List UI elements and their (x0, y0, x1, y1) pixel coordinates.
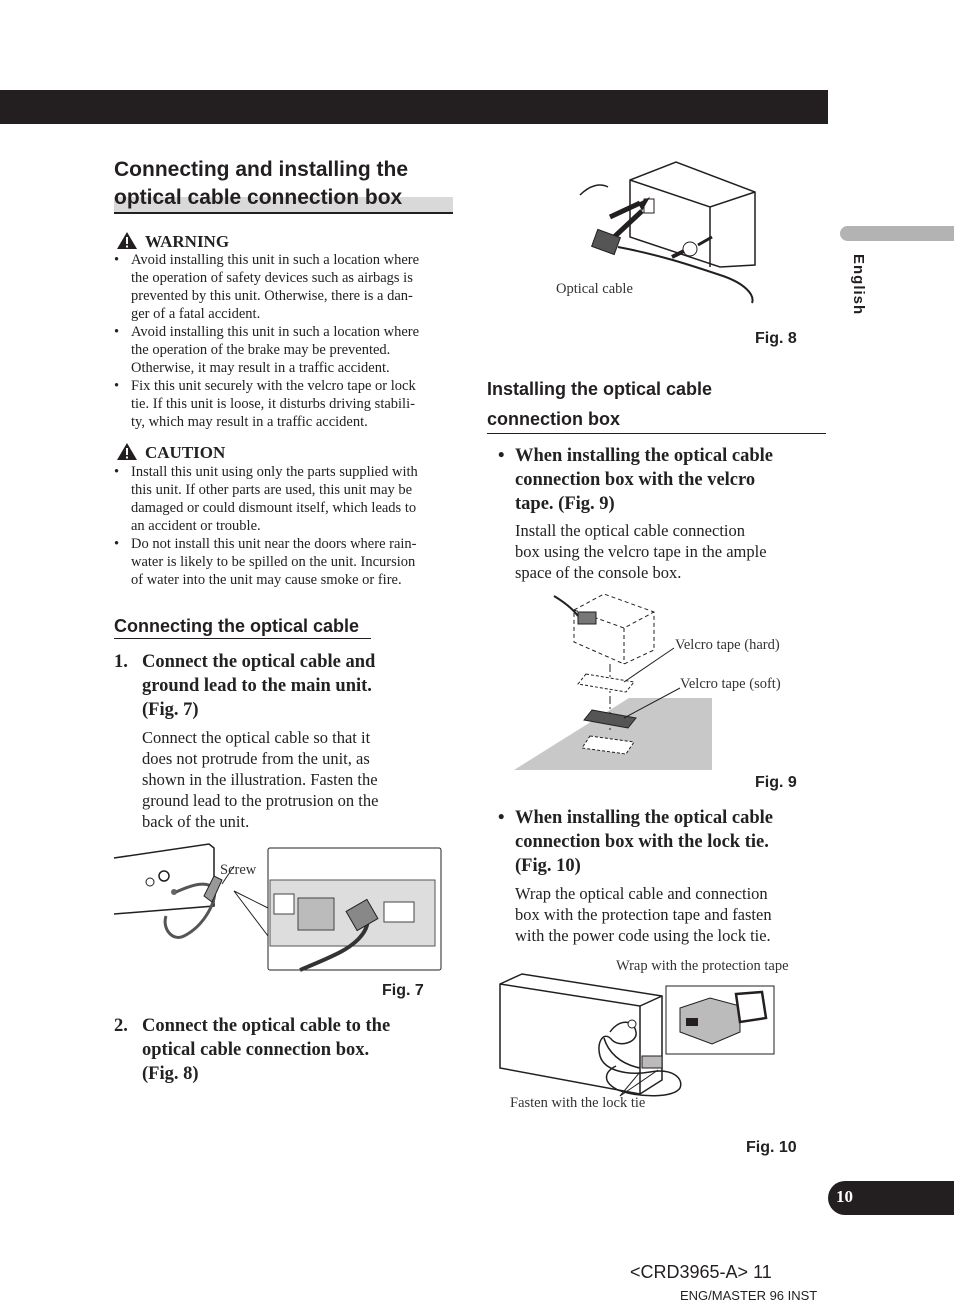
warning-line: the operation of the brake may be prevented. (131, 342, 391, 358)
fig10-caption: Fig. 10 (746, 1139, 797, 1156)
velcro-body (515, 520, 825, 583)
locktie-body (515, 883, 825, 946)
step2-line: Connect the optical cable to the (142, 1016, 391, 1036)
warning-item (114, 251, 459, 323)
caution-label: CAUTION (145, 443, 226, 462)
warning-line: • Avoid installing this unit in such a location where (131, 324, 420, 340)
body-line: does not protrude from the unit, as (142, 749, 370, 768)
warning-line: prevented by this unit. Otherwise, there is a dan- (131, 288, 413, 304)
locktie-heading-line: When installing the optical cable (515, 808, 773, 828)
body-line: back of the unit. (142, 812, 250, 831)
installing-box-title-line2: connection box (487, 409, 621, 429)
step2-heading (142, 1014, 442, 1086)
section-title-line1: Connecting and installing the (114, 158, 408, 181)
optical-cable-label: Optical cable (556, 281, 633, 297)
locktie-heading (515, 806, 825, 878)
page-number: 10 (836, 1187, 853, 1206)
velcro-hard-label: Velcro tape (hard) (675, 637, 780, 653)
caution-line: • Do not install this unit near the doors where rain- (131, 536, 417, 552)
warning-line: tie. If this unit is loose, it disturbs driving stabili- (131, 396, 415, 412)
screw-label: Screw (220, 862, 257, 878)
header-bar (0, 90, 828, 124)
warning-label: WARNING (145, 232, 230, 251)
warning-item (114, 377, 459, 431)
section-title-rule (114, 212, 453, 214)
warning-line: • Fix this unit securely with the velcro tape or lock (131, 378, 416, 394)
wrap-protection-tape-label: Wrap with the protection tape (616, 958, 789, 974)
warning-line: Otherwise, it may result in a traffic accident. (131, 360, 390, 376)
caution-line: • Install this unit using only the parts supplied with (131, 464, 418, 480)
body-line: ground lead to the protrusion on the (142, 791, 379, 810)
locktie-heading-line: connection box with the lock tie. (515, 832, 769, 852)
body-line: Wrap the optical cable and connection (515, 884, 768, 903)
warning-line: • Avoid installing this unit in such a location where (131, 252, 420, 268)
caution-line: an accident or trouble. (131, 518, 261, 534)
step2-number: 2. (114, 1016, 128, 1036)
fasten-lock-tie-label: Fasten with the lock tie (510, 1095, 646, 1111)
body-line: box using the velcro tape in the ample (515, 542, 767, 561)
velcro-heading-line: When installing the optical cable (515, 446, 773, 466)
step2-fig-ref: (Fig. 8) (142, 1064, 199, 1084)
step1-body (142, 727, 442, 832)
bullet-dot: • (498, 446, 505, 466)
body-line: shown in the illustration. Fasten the (142, 770, 378, 789)
step1-fig-ref: (Fig. 7) (142, 700, 199, 720)
body-line: Connect the optical cable so that it (142, 728, 371, 747)
caution-line: damaged or could dismount itself, which leads to (131, 500, 417, 516)
locktie-heading-line: (Fig. 10) (515, 856, 581, 876)
caution-line: of water into the unit may cause smoke or fire. (131, 572, 402, 588)
step1-line: ground lead to the main unit. (142, 676, 372, 696)
bullet-dot: • (498, 808, 505, 828)
body-line: with the power code using the lock tie. (515, 926, 771, 945)
caution-icon (116, 442, 138, 461)
caution-line: this unit. If other parts are used, this unit may be (131, 482, 413, 498)
language-label: English (850, 254, 867, 316)
body-line: box with the protection tape and fasten (515, 905, 772, 924)
connecting-optical-cable-title: Connecting the optical cable (114, 616, 360, 636)
velcro-heading-line: tape. (Fig. 9) (515, 494, 615, 514)
body-line: space of the console box. (515, 563, 682, 582)
step1-line: Connect the optical cable and (142, 652, 376, 672)
master-label: ENG/MASTER 96 INST (680, 1288, 818, 1303)
subsection-rule (487, 433, 826, 434)
warning-line: the operation of safety devices such as airbags is (131, 270, 413, 286)
step1-heading (142, 650, 442, 722)
fig7-illustration (114, 836, 444, 972)
fig9-caption: Fig. 9 (755, 774, 797, 791)
step2-line: optical cable connection box. (142, 1040, 370, 1060)
fig10-illustration (500, 972, 776, 1100)
subsection-rule (114, 638, 371, 639)
fig8-caption: Fig. 8 (755, 330, 797, 347)
velcro-heading (515, 444, 825, 516)
velcro-soft-label: Velcro tape (soft) (680, 676, 781, 692)
fig7-caption: Fig. 7 (382, 982, 424, 999)
section-title-line2: optical cable connection box (114, 186, 403, 209)
installing-box-title-line1: Installing the optical cable (487, 379, 713, 399)
warning-line: ty, which may result in a traffic accident. (131, 414, 368, 430)
caution-line: water is likely to be spilled on the unit. Incursion (131, 554, 416, 570)
velcro-heading-line: connection box with the velcro (515, 470, 756, 490)
language-tab (840, 226, 954, 241)
caution-list (114, 463, 459, 589)
warning-list (114, 251, 459, 431)
caution-item (114, 463, 459, 535)
document-code: <CRD3965-A> 11 (630, 1262, 772, 1282)
caution-item (114, 535, 459, 589)
warning-icon (116, 231, 138, 250)
warning-line: ger of a fatal accident. (131, 306, 261, 322)
warning-item (114, 323, 459, 377)
step1-number: 1. (114, 652, 128, 672)
body-line: Install the optical cable connection (515, 521, 745, 540)
